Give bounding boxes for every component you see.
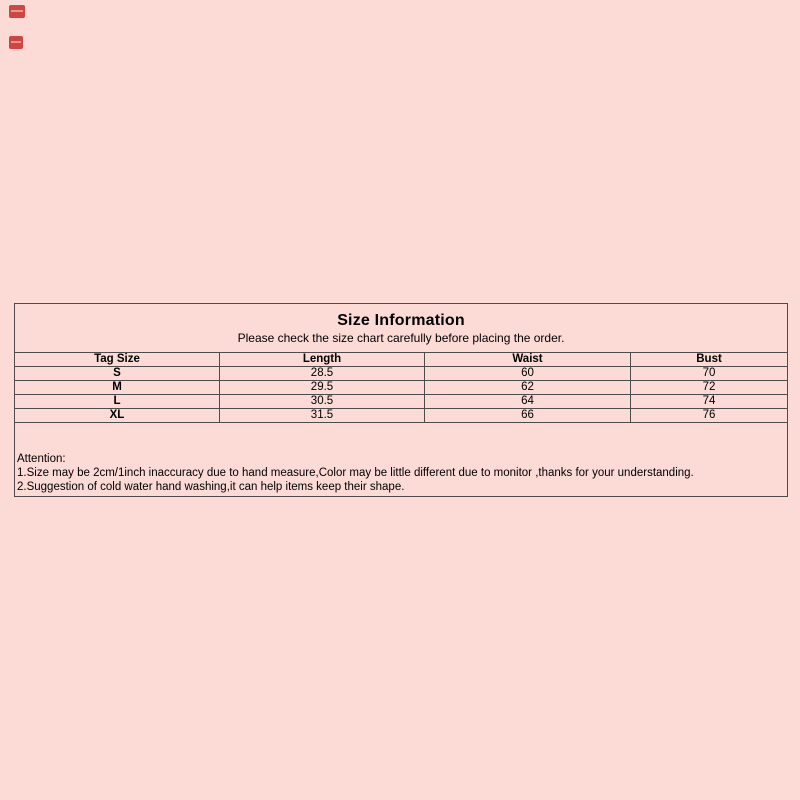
cell-length: 28.5 [220,367,425,381]
cell-bust: 76 [631,409,788,423]
size-chart-table [14,303,788,497]
cell-tag: M [15,381,220,395]
table-row-l [15,395,788,409]
page-subtitle: Please check the size chart carefully before placing the order. [237,331,565,345]
table-header-row [15,353,788,367]
notes-line-1: 1.Size may be 2cm/1inch inaccuracy due to hand measure,Color may be little different due to monitor ,thanks for your understanding. [17,467,694,479]
cell-length: 29.5 [220,381,425,395]
red-watermark-mark [9,36,23,49]
cell-length: 30.5 [220,395,425,409]
cell-bust: 74 [631,395,788,409]
cell-tag: XL [15,409,220,423]
cell-bust: 70 [631,367,788,381]
cell-waist: 62 [425,381,631,395]
cell-waist: 64 [425,395,631,409]
notes-cell [15,423,788,497]
cell-tag: S [15,367,220,381]
page-title: Size Information [337,312,465,329]
title-cell [15,304,788,353]
cell-tag: L [15,395,220,409]
column-header-waist: Waist [425,353,631,367]
cell-waist: 60 [425,367,631,381]
table-row-m [15,381,788,395]
column-header-bust: Bust [631,353,788,367]
column-header-tag-size: Tag Size [15,353,220,367]
title-row [15,304,788,353]
cell-length: 31.5 [220,409,425,423]
column-header-length: Length [220,353,425,367]
notes-line-2: 2.Suggestion of cold water hand washing,it can help items keep their shape. [17,481,405,493]
cell-bust: 72 [631,381,788,395]
notes-heading: Attention: [17,453,66,465]
cell-waist: 66 [425,409,631,423]
notes-row [15,423,788,497]
red-watermark-mark [9,5,25,18]
table-row-s [15,367,788,381]
table-row-xl [15,409,788,423]
